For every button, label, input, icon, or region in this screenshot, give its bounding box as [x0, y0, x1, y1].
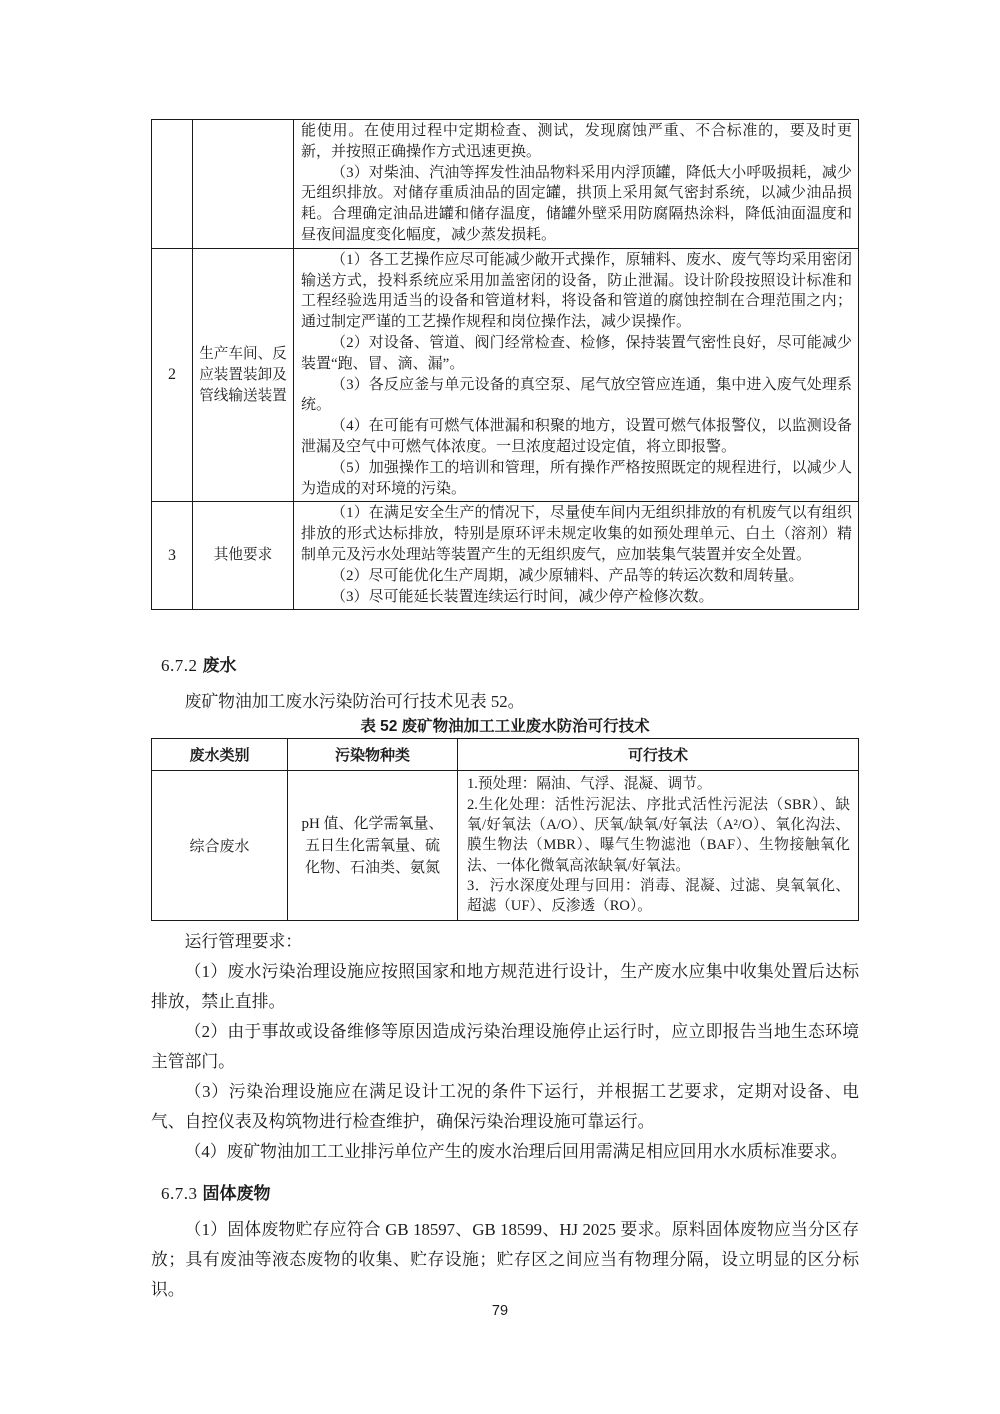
table-52-caption: 表 52 废矿物油加工工业废水防治可行技术	[360, 718, 650, 736]
table-paragraph: （1）各工艺操作应尽可能减少敞开式操作，原辅料、废水、废气等均采用密闭输送方式，投料系统应采用加盖密闭的设备，防止泄漏。设计阶段按照设计标准和工程经验选用适当的设备和管道材料，将设备和管道的腐蚀控制在合理范围之内；通过制定严谨的工艺操作规程和岗位操作法，减少误操作。	[301, 251, 852, 331]
row-content-cell	[294, 502, 859, 610]
intro-paragraph: 废矿物油加工废水污染防治可行技术见表 52。	[184, 692, 525, 712]
row-number-cell: 3	[152, 502, 193, 610]
section-number: 6.7.3	[161, 1184, 198, 1204]
table-row	[152, 120, 859, 249]
table-paragraph: （3）尽可能延长装置连续运行时间，减少停产检修次数。	[331, 588, 714, 605]
row-number-cell	[152, 120, 193, 249]
table-paragraph: （4）在可能有可燃气体泄漏和积聚的地方，设置可燃气体报警仪，以监测设备泄漏及空气中可燃气体浓度。一旦浓度超过设定值，将立即报警。	[301, 418, 852, 455]
table-row	[152, 248, 859, 502]
table-row	[152, 502, 859, 610]
management-item: （3）污染治理设施应在满足设计工况的条件下运行，并根据工艺要求，定期对设备、电气、自控仪表及构筑物进行检查维护，确保污染治理设施可靠运行。	[151, 1082, 859, 1132]
section-6-7-3-heading	[161, 1181, 859, 1207]
wastewater-type-cell: 综合废水	[152, 771, 288, 921]
table-paragraph: （1）在满足安全生产的情况下，尽量使车间内无组织排放的有机废气以有组织排放的形式达标排放，特别是原环评未规定收集的如预处理单元、白土（溶剂）精制单元及污水处理站等装置产生的无组织废气，应加装集气装置并安全处置。	[301, 505, 852, 563]
table-paragraph: 能使用。在使用过程中定期检查、测试，发现腐蚀严重、不合标准的，要及时更新，并按照正确操作方式迅速更换。	[301, 123, 852, 160]
row-content-cell	[294, 120, 859, 249]
table-row	[152, 771, 859, 921]
pollutants-cell: pH 值、化学需氧量、五日生化需氧量、硫化物、石油类、氨氮	[288, 771, 458, 921]
management-item: （1）废水污染治理设施应按照国家和地方规范进行设计，生产废水应集中收集处置后达标排放，禁止直排。	[151, 962, 859, 1012]
table-paragraph: （3）各反应釜与单元设备的真空泵、尾气放空管应连通，集中进入废气处理系统。	[301, 376, 852, 414]
continued-measures-table	[151, 119, 859, 610]
column-header-techniques: 可行技术	[458, 739, 859, 771]
management-item: （2）由于事故或设备维修等原因造成污染治理设施停止运行时，应立即报告当地生态环境主管部门。	[151, 1022, 859, 1072]
body-paragraph: （1）固体废物贮存应符合 GB 18597、GB 18599、HJ 2025 要求。原料固体废物应当分区存放；具有废油等液态废物的收集、贮存设施；贮存区之间应当有物理分隔，设立明显的区分标识。	[151, 1220, 859, 1300]
management-item: （4）废矿物油加工工业排污单位产生的废水治理后回用需满足相应回用水水质标准要求。	[184, 1142, 848, 1162]
section-title: 废水	[202, 656, 237, 676]
row-category-cell: 生产车间、反应装置装卸及管线输送装置	[193, 248, 294, 502]
table-paragraph: （2）对设备、管道、阀门经常检查、检修，保持装置气密性良好，尽可能减少装置“跑、冒、滴、漏”。	[301, 334, 852, 372]
column-header-pollutants: 污染物种类	[288, 739, 458, 771]
technique-paragraph: 1.预处理：隔油、气浮、混凝、调节。	[467, 776, 712, 793]
row-content-cell	[294, 248, 859, 502]
table-paragraph: （3）对柴油、汽油等挥发性油品物料采用内浮顶罐，降低大小呼吸损耗，减少无组织排放。对储存重质油品的固定罐，拱顶上采用氮气密封系统，以减少油品损耗。合理确定油品进罐和储存温度，储罐外壁采用防腐隔热涂料，降低油面温度和昼夜间温度变化幅度，减少蒸发损耗。	[301, 164, 852, 243]
section-number: 6.7.2	[161, 656, 198, 676]
table-paragraph: （5）加强操作工的培训和管理，所有操作严格按照既定的规程进行，以减少人为造成的对环境的污染。	[301, 459, 852, 497]
table-52	[151, 738, 859, 921]
table-paragraph: （2）尽可能优化生产周期，减少原辅料、产品等的转运次数和周转量。	[331, 567, 804, 584]
column-header-wastewater-type: 废水类别	[152, 739, 288, 771]
row-category-cell	[193, 120, 294, 249]
row-category-cell: 其他要求	[193, 502, 294, 610]
section-title: 固体废物	[202, 1184, 271, 1204]
table-header-row	[152, 739, 859, 771]
technique-paragraph: 3．污水深度处理与回用：消毒、混凝、过滤、臭氧氧化、超滤（UF）、反渗透（RO）。	[467, 877, 850, 915]
techniques-cell	[458, 771, 859, 921]
page-number: 79	[491, 1303, 509, 1319]
section-6-7-2-heading	[161, 653, 859, 679]
management-title: 运行管理要求：	[184, 932, 303, 952]
technique-paragraph: 2.生化处理：活性污泥法、序批式活性污泥法（SBR）、缺氧/好氧法（A/O）、厌氧/缺氧/好氧法（A²/O）、氧化沟法、膜生物法（MBR）、曝气生物滤池（BAF）、生物接触氧化法、一体化微氧高浓缺氧/好氧法。	[467, 796, 850, 874]
document-page	[151, 0, 859, 1305]
row-number-cell: 2	[152, 248, 193, 502]
